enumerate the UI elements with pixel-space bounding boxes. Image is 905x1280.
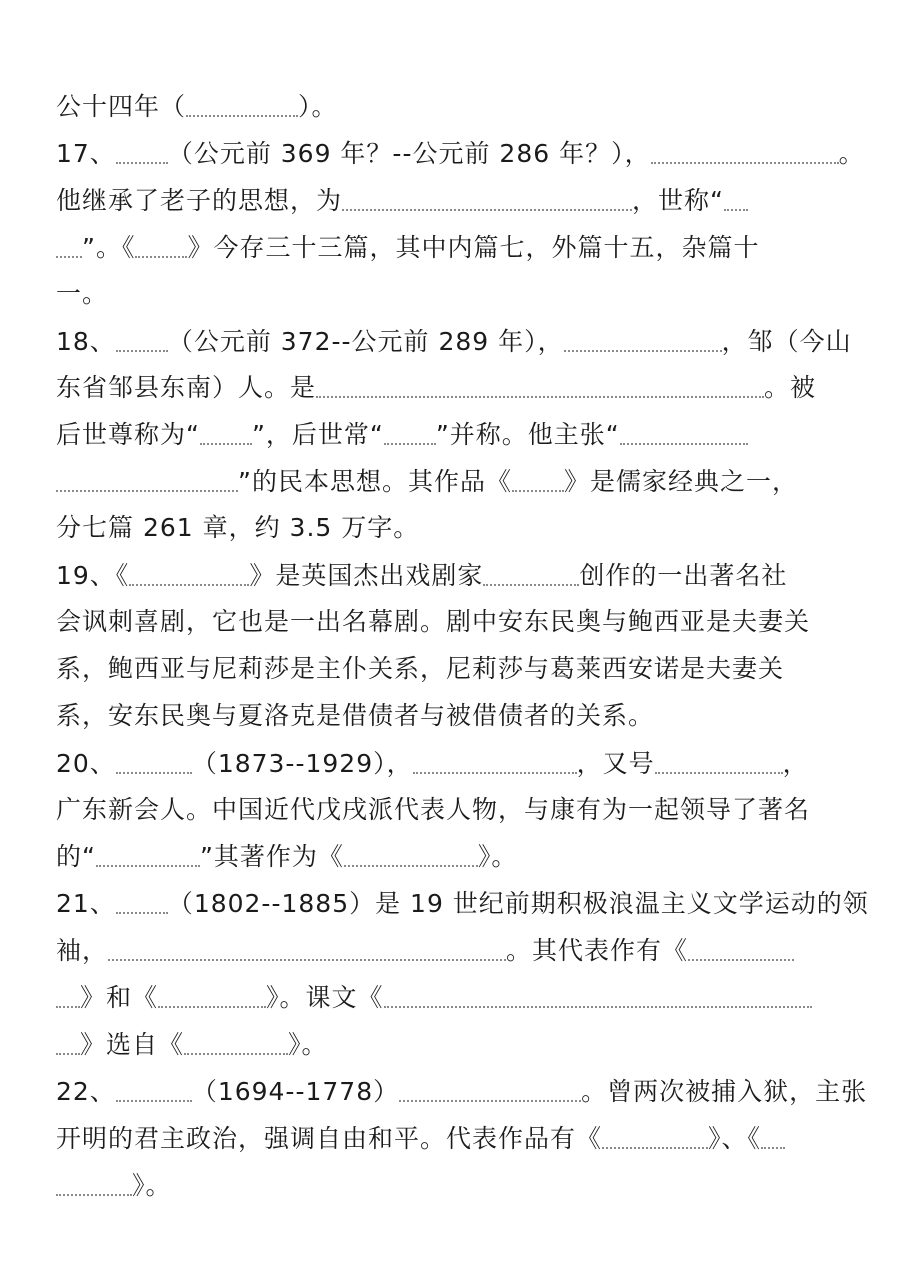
answer-blank <box>688 935 794 961</box>
answer-blank <box>655 748 783 774</box>
answer-blank <box>108 935 506 961</box>
text-line <box>56 185 748 216</box>
text-segment: 》和《 <box>80 983 159 1013</box>
text-segment: 的“ <box>56 842 96 872</box>
text-segment: ，又号 <box>576 748 655 778</box>
answer-blank <box>56 1170 132 1196</box>
text-segment: 》。课文《 <box>266 983 384 1013</box>
answer-blank <box>316 372 764 398</box>
text-segment: 19、《 <box>56 561 130 590</box>
text-segment: ”其著作为《 <box>199 842 344 872</box>
text-line <box>56 1123 785 1154</box>
text-line <box>56 701 654 731</box>
text-line <box>56 795 810 825</box>
answer-blank <box>413 748 577 774</box>
text-segment: 》是英国杰出戏剧家 <box>249 561 484 590</box>
text-segment: （1873--1929）， <box>191 748 413 778</box>
text-line <box>56 1029 328 1060</box>
answer-blank <box>724 185 748 211</box>
text-segment: 东省邹县东南）人。是 <box>56 373 317 403</box>
text-line <box>56 607 810 637</box>
text-segment: ”并称。他主张“ <box>435 420 620 450</box>
answer-blank <box>96 841 200 867</box>
text-segment: （1694--1778） <box>191 1076 400 1106</box>
answer-blank <box>399 1076 581 1102</box>
answer-blank <box>56 1029 80 1055</box>
text-segment: （公元前 372--公元前 289 年）， <box>167 326 564 356</box>
answer-blank <box>384 419 436 445</box>
answer-blank <box>116 888 168 914</box>
text-segment: 一。 <box>56 278 109 308</box>
answer-blank <box>56 982 80 1008</box>
text-line <box>56 560 787 591</box>
text-segment: 广东新会人。中国近代戊戌派代表人物，与康有为一起领导了著名 <box>56 794 811 824</box>
text-segment: 袖， <box>56 936 109 966</box>
answer-blank <box>116 748 192 774</box>
text-segment: 会讽刺喜剧，它也是一出名幕剧。剧中安东民奥与鲍西亚是夫妻关 <box>56 606 811 636</box>
answer-blank <box>512 466 564 492</box>
text-segment: 创作的一出著名社 <box>579 561 788 590</box>
text-line <box>56 1076 867 1107</box>
answer-blank <box>564 326 722 352</box>
text-line <box>56 513 419 543</box>
text-segment: 公十四年（ <box>56 92 187 121</box>
text-segment: 18、 <box>56 326 116 356</box>
answer-blank <box>651 138 839 164</box>
answer-blank <box>384 982 812 1008</box>
text-line <box>56 279 108 309</box>
text-segment: 21、 <box>56 889 116 919</box>
text-segment: 后世尊称为“ <box>56 420 200 450</box>
answer-blank <box>116 326 168 352</box>
text-segment: 》选自《 <box>80 1030 185 1059</box>
text-segment: 》、《 <box>708 1123 762 1153</box>
answer-blank <box>158 982 266 1008</box>
text-segment: 开明的君主政治，强调自由和平。代表作品有《 <box>56 1123 603 1153</box>
answer-blank <box>56 232 82 258</box>
text-segment: 》今存三十三篇，其中内篇七，外篇十五，杂篇十 <box>187 232 760 262</box>
answer-blank <box>602 1123 708 1149</box>
text-segment: 他继承了老子的思想，为 <box>56 185 343 215</box>
text-line <box>56 232 759 263</box>
text-segment: （公元前 369 年？--公元前 286 年？）， <box>167 138 651 168</box>
text-segment: ）。 <box>298 92 338 121</box>
text-line <box>56 91 338 122</box>
answer-blank <box>135 232 187 258</box>
answer-blank <box>116 1076 192 1102</box>
answer-blank <box>129 560 249 586</box>
text-segment: 》。 <box>477 842 518 872</box>
text-line <box>56 372 816 403</box>
text-segment: 22、 <box>56 1076 116 1106</box>
text-segment: ”的民本思想。其作品《 <box>238 467 512 497</box>
text-segment: 。其代表作有《 <box>506 936 689 966</box>
text-segment: 。被 <box>764 373 817 403</box>
text-line <box>56 1170 172 1201</box>
text-line <box>56 748 809 779</box>
text-segment: ， <box>782 748 809 778</box>
text-segment: 。 <box>838 138 865 168</box>
answer-blank <box>344 841 478 867</box>
text-line <box>56 841 517 872</box>
text-line <box>56 326 852 357</box>
text-segment: 》是儒家经典之一， <box>563 467 798 497</box>
text-segment: 。曾两次被捕入狱，主张 <box>581 1076 868 1106</box>
text-line <box>56 138 865 169</box>
answer-blank <box>186 91 298 117</box>
text-segment: 系，鲍西亚与尼莉莎是主仆关系，尼莉莎与葛莱西安诺是夫妻关 <box>56 653 785 683</box>
answer-blank <box>620 419 748 445</box>
text-segment: ，邹（今山 <box>721 326 852 356</box>
text-segment: （1802--1885）是 19 世纪前期积极浪温主义文学运动的领 <box>167 889 869 919</box>
answer-blank <box>56 466 238 492</box>
text-segment: ”。《 <box>82 232 136 262</box>
text-segment: 系，安东民奥与夏洛克是借债者与被借债者的关系。 <box>56 700 655 730</box>
text-segment: ”，后世常“ <box>251 420 384 450</box>
text-line <box>56 982 812 1013</box>
text-segment: 17、 <box>56 138 116 168</box>
text-segment: 分七篇 261 章，约 3.5 万字。 <box>56 513 420 543</box>
text-line <box>56 654 784 684</box>
text-segment: 20、 <box>56 748 116 778</box>
text-line <box>56 888 869 919</box>
answer-blank <box>184 1029 288 1055</box>
text-segment: 》。 <box>288 1030 328 1059</box>
text-line <box>56 466 798 497</box>
answer-blank <box>342 185 632 211</box>
text-segment: 》。 <box>132 1170 172 1200</box>
text-segment: ，世称“ <box>632 185 724 215</box>
answer-blank <box>483 560 579 586</box>
answer-blank <box>761 1123 785 1149</box>
answer-blank <box>200 419 252 445</box>
answer-blank <box>116 138 168 164</box>
text-line <box>56 419 748 450</box>
text-line <box>56 935 794 966</box>
